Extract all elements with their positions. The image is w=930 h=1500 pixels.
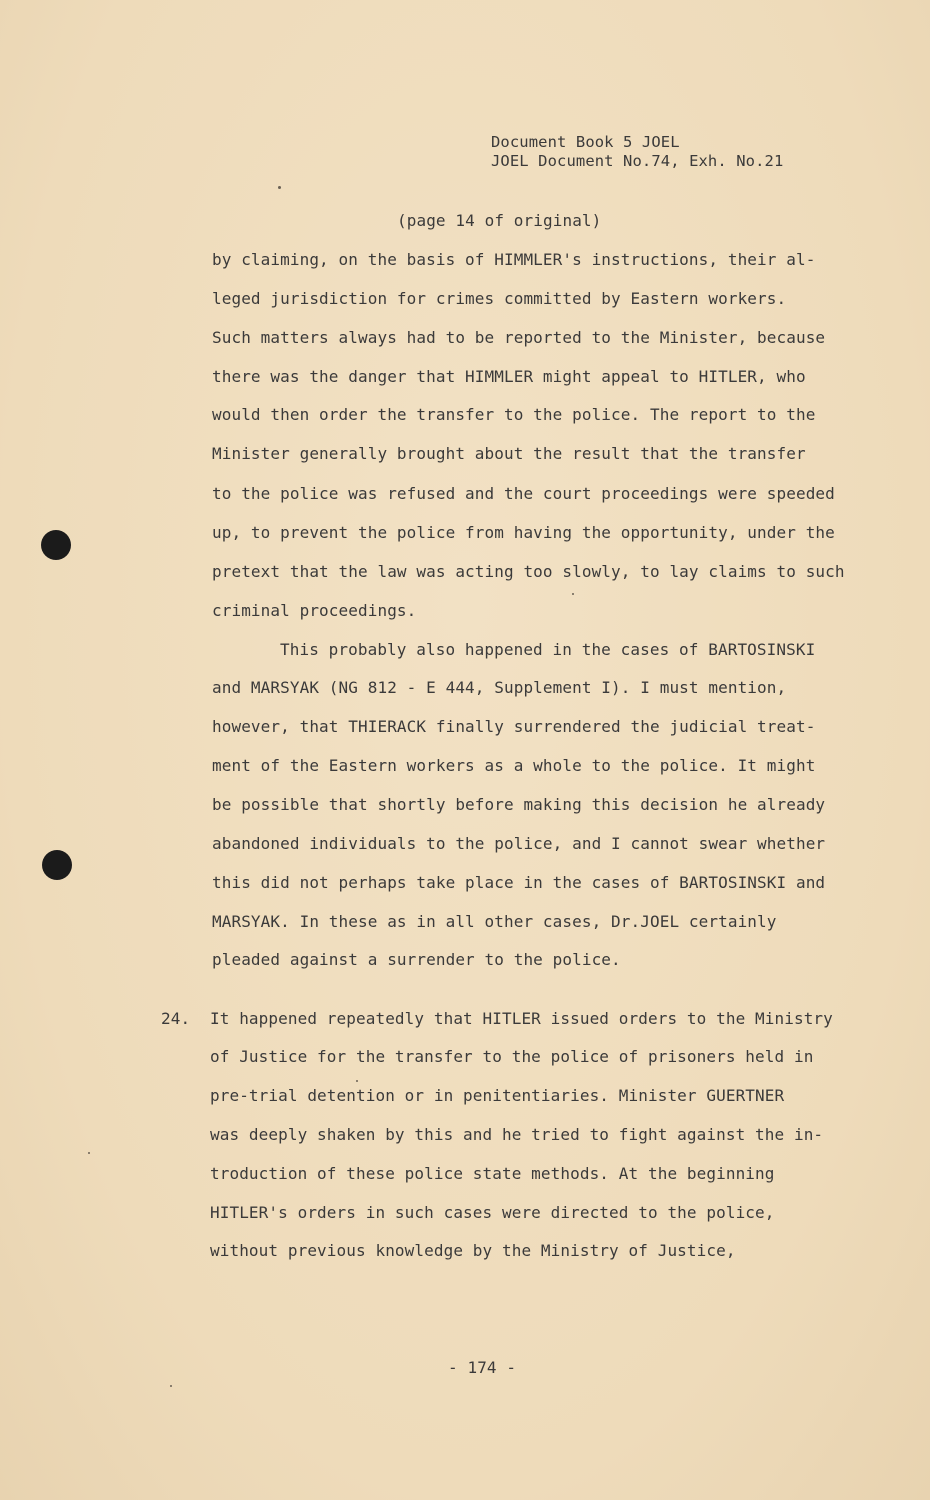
paper-speck (572, 593, 574, 595)
item-number: 24. (161, 1009, 191, 1028)
text-line: HITLER's orders in such cases were directed to the police, (210, 1203, 775, 1222)
paper-speck (356, 1080, 358, 1082)
text-line: MARSYAK. In these as in all other cases, Dr.JOEL certainly (212, 912, 777, 931)
text-line: would then order the transfer to the police. The report to the (212, 405, 816, 424)
text-line: pleaded against a surrender to the police. (212, 950, 621, 969)
text-line: and MARSYAK (NG 812 - E 444, Supplement I). I must mention, (212, 678, 787, 697)
paper-speck (278, 186, 281, 189)
text-line: It happened repeatedly that HITLER issued orders to the Ministry (210, 1009, 833, 1028)
text-line: by claiming, on the basis of HIMMLER's instructions, their al- (212, 250, 816, 269)
punch-hole-bottom (42, 850, 72, 880)
text-line: pretext that the law was acting too slowly, to lay claims to such (212, 562, 845, 581)
text-line: ment of the Eastern workers as a whole to the police. It might (212, 756, 816, 775)
text-line: up, to prevent the police from having the opportunity, under the (212, 523, 835, 542)
text-line: pre-trial detention or in penitentiaries. Minister GUERTNER (210, 1086, 785, 1105)
text-line: abandoned individuals to the police, and I cannot swear whether (212, 834, 826, 853)
text-line: was deeply shaken by this and he tried to fight against the in- (210, 1125, 824, 1144)
text-line: to the police was refused and the court proceedings were speeded (212, 484, 835, 503)
text-line: This probably also happened in the cases of BARTOSINSKI (280, 640, 816, 659)
text-line: however, that THIERACK finally surrendered the judicial treat- (212, 717, 816, 736)
page-reference: (page 14 of original) (397, 211, 602, 230)
text-line: without previous knowledge by the Ministry of Justice, (210, 1241, 736, 1260)
text-line: troduction of these police state methods. At the beginning (210, 1164, 775, 1183)
document-exhibit-reference: JOEL Document No.74, Exh. No.21 (491, 152, 784, 170)
text-line: be possible that shortly before making this decision he already (212, 795, 826, 814)
paper-speck (88, 1152, 90, 1154)
text-line: leged jurisdiction for crimes committed by Eastern workers. (212, 289, 787, 308)
text-line: Such matters always had to be reported to the Minister, because (212, 328, 826, 347)
text-line: criminal proceedings. (212, 601, 417, 620)
paper-speck (170, 1385, 172, 1387)
page-number: - 174 - (448, 1358, 517, 1377)
document-book-reference: Document Book 5 JOEL (491, 133, 680, 151)
text-line: this did not perhaps take place in the cases of BARTOSINSKI and (212, 873, 826, 892)
text-line: there was the danger that HIMMLER might appeal to HITLER, who (212, 367, 806, 386)
punch-hole-top (41, 530, 71, 560)
text-line: of Justice for the transfer to the police of prisoners held in (210, 1047, 814, 1066)
text-line: Minister generally brought about the result that the transfer (212, 444, 806, 463)
